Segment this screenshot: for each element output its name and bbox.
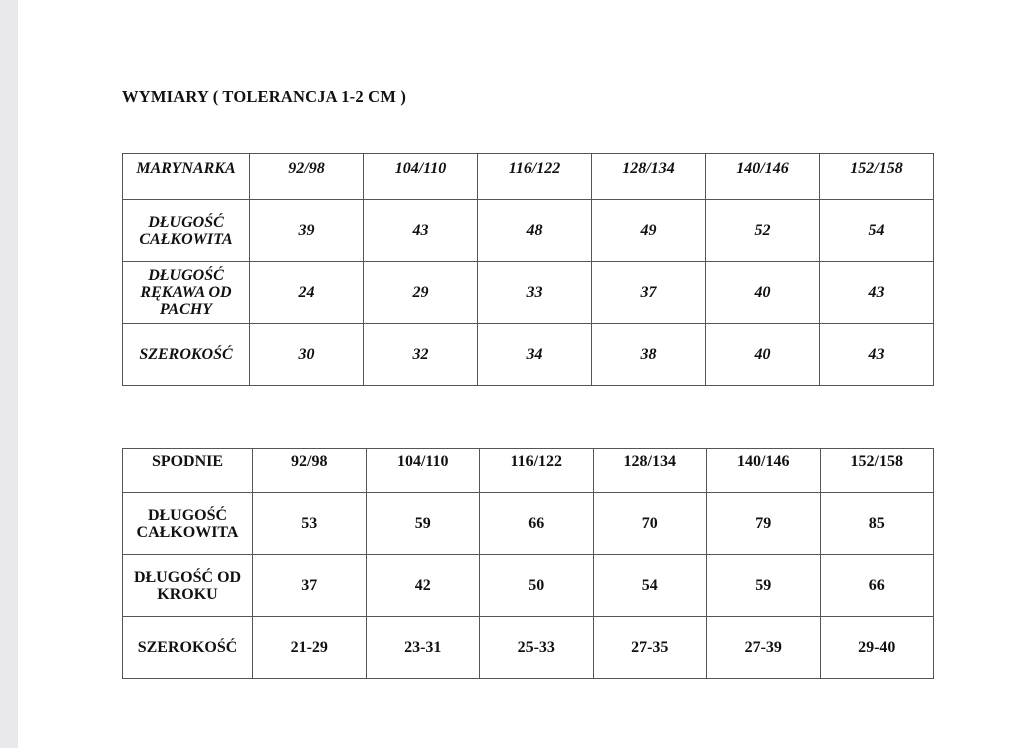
table-header-row xyxy=(123,154,934,200)
value-cell: 33 xyxy=(478,262,592,324)
table-title-cell: MARYNARKA xyxy=(123,154,250,200)
value-cell: 37 xyxy=(253,555,367,617)
document-page xyxy=(18,0,1012,748)
pants-size-table xyxy=(122,448,934,679)
value-cell: 25-33 xyxy=(480,617,594,679)
size-header-cell: 116/122 xyxy=(480,449,594,493)
row-label-cell: DŁUGOŚĆ OD KROKU xyxy=(123,555,253,617)
table-row xyxy=(123,262,934,324)
value-cell: 66 xyxy=(820,555,934,617)
size-header-cell: 104/110 xyxy=(366,449,480,493)
value-cell: 24 xyxy=(250,262,364,324)
value-cell: 50 xyxy=(480,555,594,617)
table-row xyxy=(123,200,934,262)
row-label-cell: SZEROKOŚĆ xyxy=(123,617,253,679)
value-cell: 23-31 xyxy=(366,617,480,679)
value-cell: 54 xyxy=(593,555,707,617)
row-label-cell: DŁUGOŚĆ RĘKAWA OD PACHY xyxy=(123,262,250,324)
size-header-cell: 116/122 xyxy=(478,154,592,200)
row-label-cell: DŁUGOŚĆ CAŁKOWITA xyxy=(123,200,250,262)
value-cell: 70 xyxy=(593,493,707,555)
value-cell: 32 xyxy=(364,324,478,386)
value-cell: 85 xyxy=(820,493,934,555)
value-cell: 38 xyxy=(592,324,706,386)
value-cell: 34 xyxy=(478,324,592,386)
value-cell: 59 xyxy=(707,555,821,617)
table-row xyxy=(123,617,934,679)
value-cell: 42 xyxy=(366,555,480,617)
value-cell: 52 xyxy=(706,200,820,262)
jacket-size-table xyxy=(122,153,934,386)
value-cell: 66 xyxy=(480,493,594,555)
size-header-cell: 140/146 xyxy=(706,154,820,200)
size-header-cell: 104/110 xyxy=(364,154,478,200)
value-cell: 29 xyxy=(364,262,478,324)
value-cell: 49 xyxy=(592,200,706,262)
size-header-cell: 92/98 xyxy=(253,449,367,493)
size-header-cell: 140/146 xyxy=(707,449,821,493)
table-row xyxy=(123,555,934,617)
value-cell: 48 xyxy=(478,200,592,262)
value-cell: 40 xyxy=(706,324,820,386)
table-title-cell: SPODNIE xyxy=(123,449,253,493)
table-header-row xyxy=(123,449,934,493)
value-cell: 27-35 xyxy=(593,617,707,679)
value-cell: 29-40 xyxy=(820,617,934,679)
value-cell: 54 xyxy=(820,200,934,262)
value-cell: 37 xyxy=(592,262,706,324)
row-label-cell: DŁUGOŚĆ CAŁKOWITA xyxy=(123,493,253,555)
value-cell: 27-39 xyxy=(707,617,821,679)
table-row xyxy=(123,324,934,386)
size-header-cell: 152/158 xyxy=(820,449,934,493)
table-row xyxy=(123,493,934,555)
value-cell: 30 xyxy=(250,324,364,386)
value-cell: 40 xyxy=(706,262,820,324)
value-cell: 21-29 xyxy=(253,617,367,679)
size-header-cell: 152/158 xyxy=(820,154,934,200)
value-cell: 53 xyxy=(253,493,367,555)
value-cell: 43 xyxy=(364,200,478,262)
size-header-cell: 128/134 xyxy=(592,154,706,200)
value-cell: 79 xyxy=(707,493,821,555)
value-cell: 43 xyxy=(820,324,934,386)
row-label-cell: SZEROKOŚĆ xyxy=(123,324,250,386)
page-heading: WYMIARY ( TOLERANCJA 1-2 CM ) xyxy=(122,87,407,106)
value-cell: 59 xyxy=(366,493,480,555)
value-cell: 39 xyxy=(250,200,364,262)
size-header-cell: 92/98 xyxy=(250,154,364,200)
value-cell: 43 xyxy=(820,262,934,324)
size-header-cell: 128/134 xyxy=(593,449,707,493)
